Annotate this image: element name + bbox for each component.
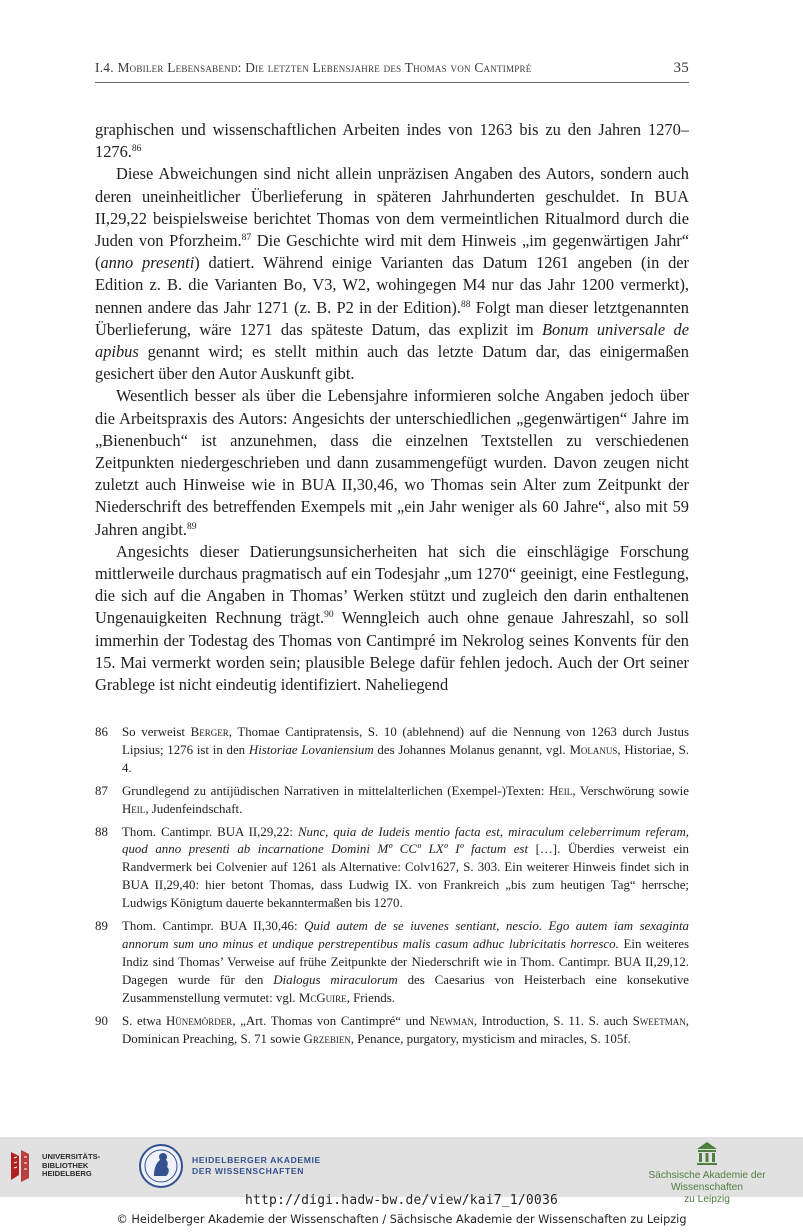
footnote-87: [95, 783, 689, 819]
running-head: [95, 60, 689, 77]
footnote-number: 90: [95, 1013, 108, 1028]
footnote-number: 89: [95, 919, 108, 934]
paragraph-text: Wenngleich auch ohne genaue Jahreszahl, so soll immerhin der Todestag des Thomas von Cantimpré im Nekrolog seines Konvents für den 15. Mai vermerkt worden sein; plausible Belege dafür fehlen jedoch. Auch der Ort seiner Grablege ist nicht eindeutig identifiziert. Naheliegend: [95, 608, 689, 695]
hadw-logo-text: HEIDELBERGER AKADEMIE DER WISSENSCHAFTEN: [192, 1155, 321, 1176]
copyright-notice: © Heidelberger Akademie der Wissenschaften / Sächsische Akademie der Wissenschaften zu Leipzig: [116, 1213, 687, 1226]
header-rule: [95, 82, 689, 83]
paragraph-text: Die Geschichte wird mit dem Hinweis „im gegenwärtigen Jahr“ (: [95, 231, 690, 273]
saxon-academy-logo[interactable]: [612, 1140, 802, 1206]
footnote-ref-87[interactable]: 87: [241, 233, 252, 244]
footnote-number: 86: [95, 725, 108, 739]
latin-term: anno presenti: [100, 253, 195, 273]
paragraph-text: Folgt man dieser letztgenannten Überlieferung, wäre 1271 das späteste Datum, das explizit im: [95, 297, 689, 339]
footnote-88: [95, 824, 689, 914]
paragraph-1: [95, 119, 689, 163]
academy-seal-icon: [138, 1143, 184, 1189]
paragraph-text: Diese Abweichungen sind nicht allein unpräzisen Angaben des Autors, sondern auch deren uneinheitlicher Überlieferung in späteren Jahrhunderten geschuldet. In BUA II,29,22 beispielsweise berichtet Thomas von dem vermeintlichen Ritualmord durch die Juden von Pforzheim.: [95, 164, 689, 251]
ub-logo-text: UNIVERSITÄTS- BIBLIOTHEK HEIDELBERG: [42, 1152, 101, 1179]
paragraph-text: genannt wird; es stellt mithin auch das letzte Datum dar, das einigermaßen gesichert über den Autor Auskunft gibt.: [95, 342, 689, 384]
university-library-logo[interactable]: [8, 1146, 118, 1186]
paragraph-4: [95, 541, 689, 696]
footnote-ref-90[interactable]: 90: [324, 610, 334, 621]
running-head-title: I.4. Mobiler Lebensabend: Die letzten Lebensjahre des Thomas von Cantimpré: [95, 60, 532, 75]
saw-logo-text: Sächsische Akademie der Wissenschaften zu Leipzig: [648, 1170, 766, 1206]
footnote-text: Thom. Cantimpr. BUA II,29,22: Nunc, quia de Iudeis mentio facta est, miraculum celeberrimum referam, quod anno presenti ab incarnatione Domini Mº CCº LXº Iº factum est […]. Überdies verweist ein Randvermerk bei Colvenier auf 1261 als Alternative: Colv1627, S. 303. Ein weiterer Hinweis findet sich in BUA II,29,40: hier betont Thomas, dass Ludwig IX. von Frankreich „bis zum heutigen Tag“ herrsche; Ludwigs Königtum dauerte bekanntermaßen bis 1270.: [122, 824, 689, 911]
saxon-academy-building-icon: [695, 1140, 719, 1166]
paragraph-3: [95, 385, 689, 540]
footnote-text: Grundlegend zu antijüdischen Narrativen in mittelalterlichen (Exempel-)Texten: Heil, Verschwörung sowie Heil, Judenfeindschaft.: [122, 783, 689, 816]
paragraph-text: graphischen und wissenschaftlichen Arbeiten indes von 1263 bis zu den Jahren 1270–1276.: [95, 120, 689, 162]
paragraph-2: [95, 163, 689, 385]
ub-heidelberg-icon: [8, 1148, 34, 1184]
paragraph-text: Angesichts dieser Datierungsunsicherheiten hat sich die einschlägige Forschung mittlerweile durchaus pragmatisch auf ein Todesjahr „um 1270“ geeinigt, eine Festlegung, die sich auf die Angaben in Thomas’ Werken stützt und zugleich den darin enthaltenen Ungenauigkeiten Rechnung trägt.: [95, 541, 689, 628]
page-number: 35: [673, 60, 689, 76]
footnote-89: [95, 918, 689, 1008]
footnote-number: 87: [95, 783, 108, 798]
footnote-text: So verweist Berger, Thomae Cantipratensis, S. 10 (ablehnend) auf die Nennung von 1263 durch Justus Lipsius; 1276 ist in den Historiae Lovaniensium des Johannes Molanus genannt, vgl. Molanus, Historiae, S. 4.: [122, 725, 689, 775]
footnote-ref-89[interactable]: 89: [186, 521, 197, 532]
body-text: [95, 119, 689, 696]
permalink-url[interactable]: http://digi.hadw-bw.de/view/kai7_1/0036: [244, 1193, 559, 1208]
footnotes: [95, 724, 689, 1053]
footnote-text: S. etwa Hünemörder, „Art. Thomas von Cantimpré“ und Newman, Introduction, S. 11. S. auch Sweetman, Dominican Preaching, S. 71 sowie Grzebien, Penance, purgatory, mysticism and miracles, S. 105f.: [122, 1013, 689, 1046]
footnote-text: Thom. Cantimpr. BUA II,30,46: Quid autem de se iuvenes sentiant, nescio. Ego autem iam sexaginta annorum sum uno minus et undique perstrepentibus malis casum adhuc lubricitatis horresco. Ein weiteres Indiz sind Thomas’ Verweise auf frühe Zeitpunkte der Niederschrift wie in Thom. Cantimpr. BUA II,29,12. Dagegen wurde für den Dialogus miraculorum des Caesarius von Heisterbach eine konsekutive Zusammenstellung vermutet: vgl. McGuire, Friends.: [122, 919, 690, 1005]
work-title: Bonum universale de apibus: [95, 319, 689, 362]
footnote-ref-88[interactable]: 88: [461, 299, 471, 310]
footnote-90: [95, 1013, 689, 1049]
paragraph-text: Wesentlich besser als über die Lebensjahre informieren solche Angaben jedoch über die Arbeitspraxis des Autors: Angesichts der unterschiedlichen „gegenwärtigen“ Jahre im „Bienenbuch“ ist anzunehmen, dass die einzelnen Textstellen zu verschiedenen Zeitpunkten niedergeschrieben und dann zusammengefügt wurden. Davon zeugen nicht zuletzt auch Hinweise wie in BUA II,30,46, wo Thomas sein Alter zum Zeitpunkt der Niederschrift des betreffenden Exempels mit „ein Jahr weniger als 60 Jahre“, also mit 59 Jahren angibt.: [95, 386, 689, 539]
footnote-number: 88: [95, 824, 108, 839]
heidelberg-academy-logo[interactable]: [138, 1142, 338, 1190]
footnote-ref-86[interactable]: 86: [131, 144, 142, 155]
footnote-86: [95, 724, 689, 778]
paragraph-text: ) datiert. Während einige Varianten das Datum 1261 angeben (in der Edition z. B. die Varianten Bo, V3, W2, wohingegen M4 nur das Jahr 1200 vermerkt), nennen andere das Jahr 1271 (z. B. P2 in der Edition).: [95, 253, 689, 317]
